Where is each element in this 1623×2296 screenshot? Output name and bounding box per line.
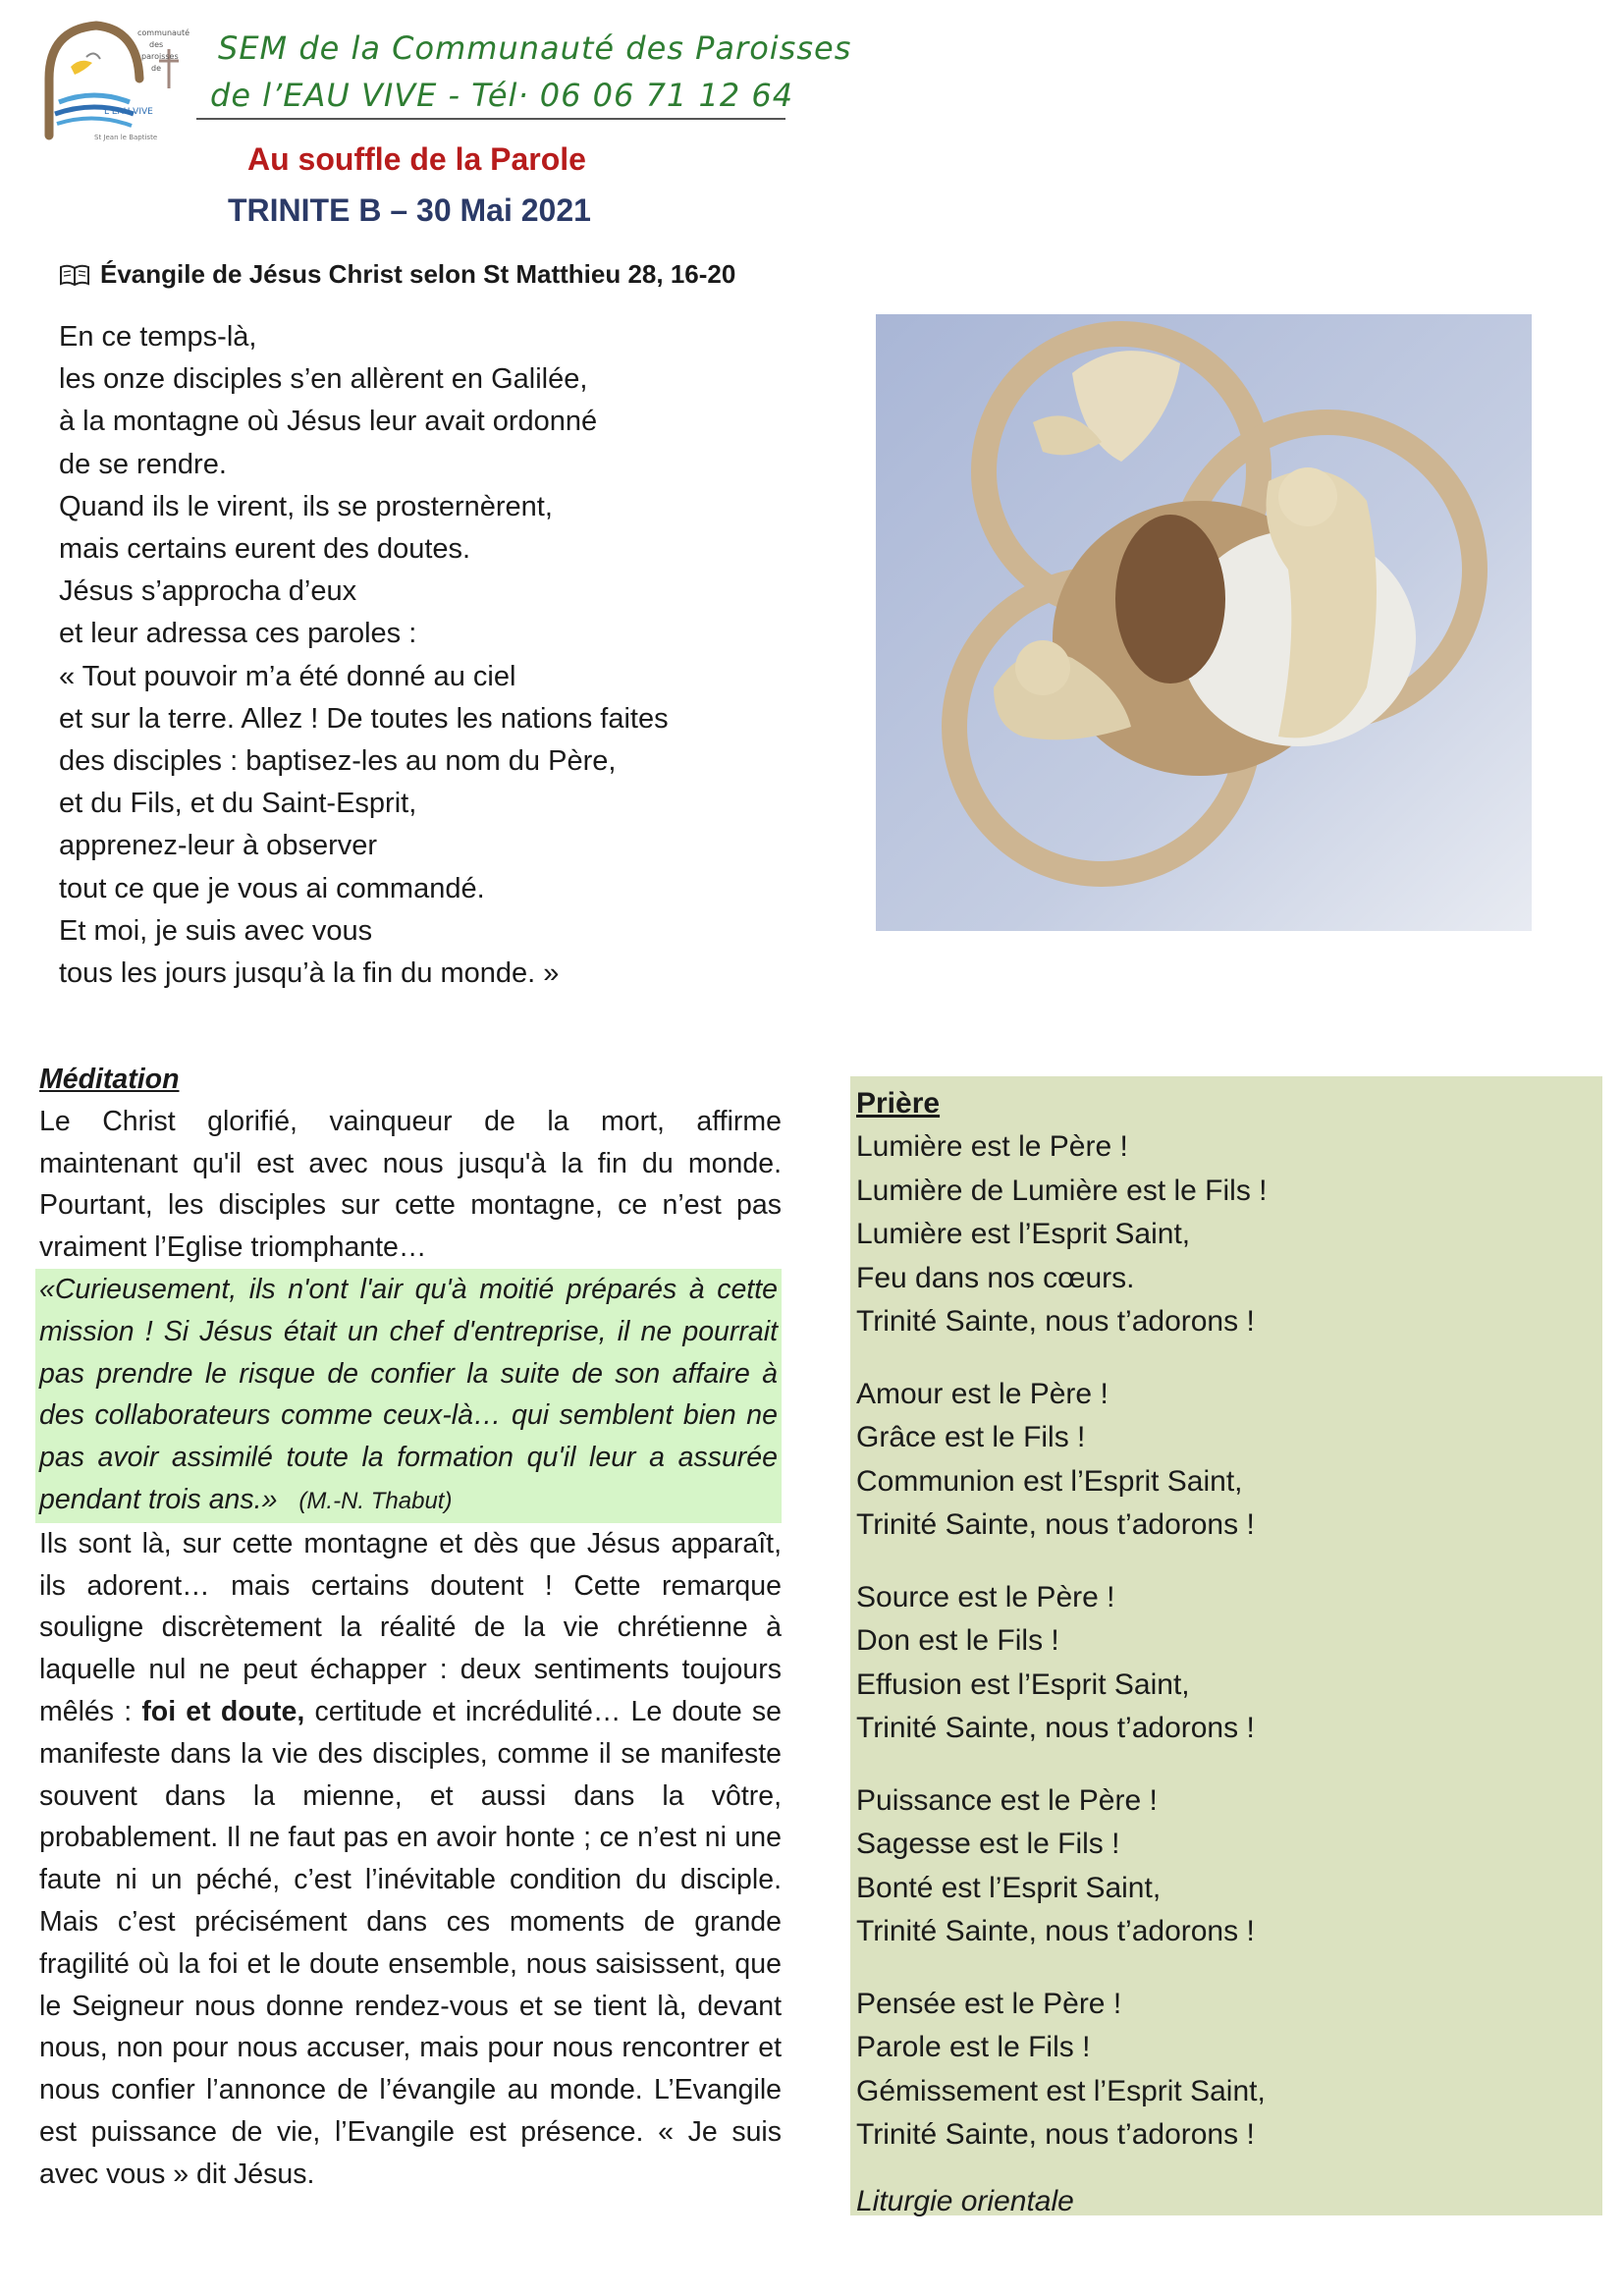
- prayer-box: [850, 1076, 1602, 2215]
- prayer-line: Communion est l’Esprit Saint,: [856, 1464, 1243, 1498]
- gospel-line: apprenez-leur à observer: [59, 830, 378, 862]
- prayer-line: Bonté est l’Esprit Saint,: [856, 1871, 1162, 1904]
- prayer-line: Parole est le Fils !: [856, 2031, 1091, 2063]
- meditation-body-text: Ils sont là, sur cette montagne et dès que Jésus apparaît, ils adorent… mais certains doutent ! Cette remarque souligne discrètement la réalité de la vie chrétienne à laquelle nul ne peut échapper : deux sentiments toujours mêlés :: [39, 1527, 782, 1727]
- page-subtitle: Au souffle de la Parole: [247, 141, 586, 177]
- prayer-line: Lumière de Lumière est le Fils !: [856, 1174, 1268, 1207]
- prayer-line: Grâce est le Fils !: [856, 1421, 1086, 1453]
- meditation-line: vraiment l’Eglise triomphante…: [39, 1231, 427, 1264]
- gospel-reference-text: Évangile de Jésus Christ selon St Matthieu 28, 16-20: [100, 259, 736, 289]
- prayer-line: Puissance est le Père !: [856, 1783, 1158, 1817]
- prayer-line: Lumière est l’Esprit Saint,: [856, 1218, 1191, 1250]
- gospel-line: des disciples : baptisez-les au nom du Père,: [59, 745, 617, 778]
- logo-text: L’EAU VIVE: [104, 107, 153, 117]
- logo-text: communauté: [137, 28, 190, 37]
- prayer-stanza: [856, 1983, 1596, 2158]
- prayer-line: Pensée est le Père !: [856, 1987, 1122, 2020]
- prayer-line: Trinité Sainte, nous t’adorons !: [856, 1915, 1255, 1947]
- prayer-stanza: [856, 1125, 1596, 1344]
- prayer-line: Trinité Sainte, nous t’adorons !: [856, 1305, 1255, 1338]
- prayer-line: Lumière est le Père !: [856, 1130, 1128, 1163]
- logo-text: paroisses: [141, 52, 179, 61]
- prayer-line: Trinité Sainte, nous t’adorons !: [856, 2118, 1255, 2151]
- gospel-line: tout ce que je vous ai commandé.: [59, 872, 485, 904]
- prayer-line: Feu dans nos cœurs.: [856, 1261, 1135, 1294]
- gospel-text: [59, 316, 825, 995]
- header-title-line2: de l’EAU VIVE - Tél· 06 06 71 12 64: [210, 77, 794, 114]
- parish-logo: [35, 20, 192, 143]
- gospel-line: « Tout pouvoir m’a été donné au ciel: [59, 660, 516, 692]
- header-title-line1: SEM de la Communauté des Paroisses: [218, 29, 852, 67]
- prayer-stanza: [856, 1576, 1596, 1751]
- meditation-body: [39, 1523, 782, 2196]
- header-divider: [196, 118, 785, 120]
- prayer-stanza: [856, 1373, 1596, 1548]
- prayer-stanza: [856, 1779, 1596, 1954]
- gospel-line: tous les jours jusqu’à la fin du monde. »: [59, 957, 560, 990]
- gospel-line: En ce temps-là,: [59, 321, 257, 353]
- prayer-heading: Prière: [856, 1087, 941, 1120]
- gospel-line: mais certains eurent des doutes.: [59, 533, 471, 566]
- prayer-line: Gémissement est l’Esprit Saint,: [856, 2074, 1266, 2107]
- meditation-section: [39, 1059, 782, 2196]
- page-title: TRINITE B – 30 Mai 2021: [228, 192, 591, 228]
- meditation-heading: Méditation: [39, 1064, 180, 1095]
- meditation-line: maintenant qu'il est avec nous jusqu'à la fin du monde.: [39, 1147, 782, 1179]
- gospel-line: Jésus s’approcha d’eux: [59, 575, 357, 608]
- trinity-sculpture-image: [876, 314, 1532, 931]
- prayer-line: Effusion est l’Esprit Saint,: [856, 1667, 1190, 1701]
- logo-text: St Jean le Baptiste: [94, 134, 158, 141]
- prayer-source: Liturgie orientale: [856, 2184, 1074, 2217]
- meditation-line: Le Christ glorifié, vainqueur de la mort, affirme: [39, 1105, 782, 1137]
- quote-author: (M.-N. Thabut): [298, 1487, 453, 1514]
- highlighted-quote: [35, 1269, 782, 1523]
- prayer-line: Don est le Fils !: [856, 1624, 1059, 1657]
- prayer-line: Trinité Sainte, nous t’adorons !: [856, 1712, 1255, 1744]
- quote-text: «Curieusement, ils n'ont l'air qu'à moitié préparés à cette mission ! Si Jésus était un chef d'entreprise, il ne pourrait pas prendre le risque de confier la suite de son affaire à des collaborateurs comme ceux-là… qui semblent bien ne pas avoir assimilé toute la formation qu'il leur a assurée pendant trois ans.»: [39, 1273, 778, 1515]
- gospel-line: Quand ils le virent, ils se prosternèrent,: [59, 490, 553, 522]
- gospel-reference: [59, 259, 735, 290]
- meditation-line: Pourtant, les disciples sur cette montagne, ce n’est pas: [39, 1189, 782, 1222]
- gospel-line: et du Fils, et du Saint-Esprit,: [59, 788, 417, 820]
- gospel-line: de se rendre.: [59, 448, 227, 480]
- open-book-icon: [59, 263, 90, 287]
- prayer-line: Amour est le Père !: [856, 1377, 1109, 1410]
- gospel-line: à la montagne où Jésus leur avait ordonné: [59, 406, 598, 438]
- logo-text: des: [149, 40, 164, 49]
- prayer-line: Trinité Sainte, nous t’adorons !: [856, 1508, 1255, 1541]
- logo-text: de: [151, 64, 161, 73]
- gospel-line: Et moi, je suis avec vous: [59, 914, 373, 947]
- prayer-line: Sagesse est le Fils !: [856, 1828, 1120, 1860]
- faith-doubt-emphasis: foi et doute,: [141, 1695, 305, 1727]
- gospel-line: et sur la terre. Allez ! De toutes les nations faites: [59, 702, 669, 735]
- prayer-line: Source est le Père !: [856, 1580, 1115, 1613]
- meditation-body-text: certitude et incrédulité… Le doute se manifeste dans la vie des disciples, comme il se manifeste souvent dans la mienne, et aussi dans la vôtre, probablement. Il ne faut pas en avoir honte ; ce n’est ni une faute ni un péché, c’est l’inévitable condition du disciple. Mais c’est précisément dans ces moments de grande fragilité où la foi et le doute ensemble, nous saisissent, que le Seigneur nous donne rendez-vous et se tient là, devant nous, non pour nous accuser, mais pour nous rencontrer et nous confier l’annonce de l’évangile au monde. L’Evangile est puissance de vie, l’Evangile est présence. « Je suis avec vous » dit Jésus.: [39, 1695, 783, 2190]
- gospel-line: les onze disciples s’en allèrent en Galilée,: [59, 363, 588, 396]
- gospel-line: et leur adressa ces paroles :: [59, 618, 417, 650]
